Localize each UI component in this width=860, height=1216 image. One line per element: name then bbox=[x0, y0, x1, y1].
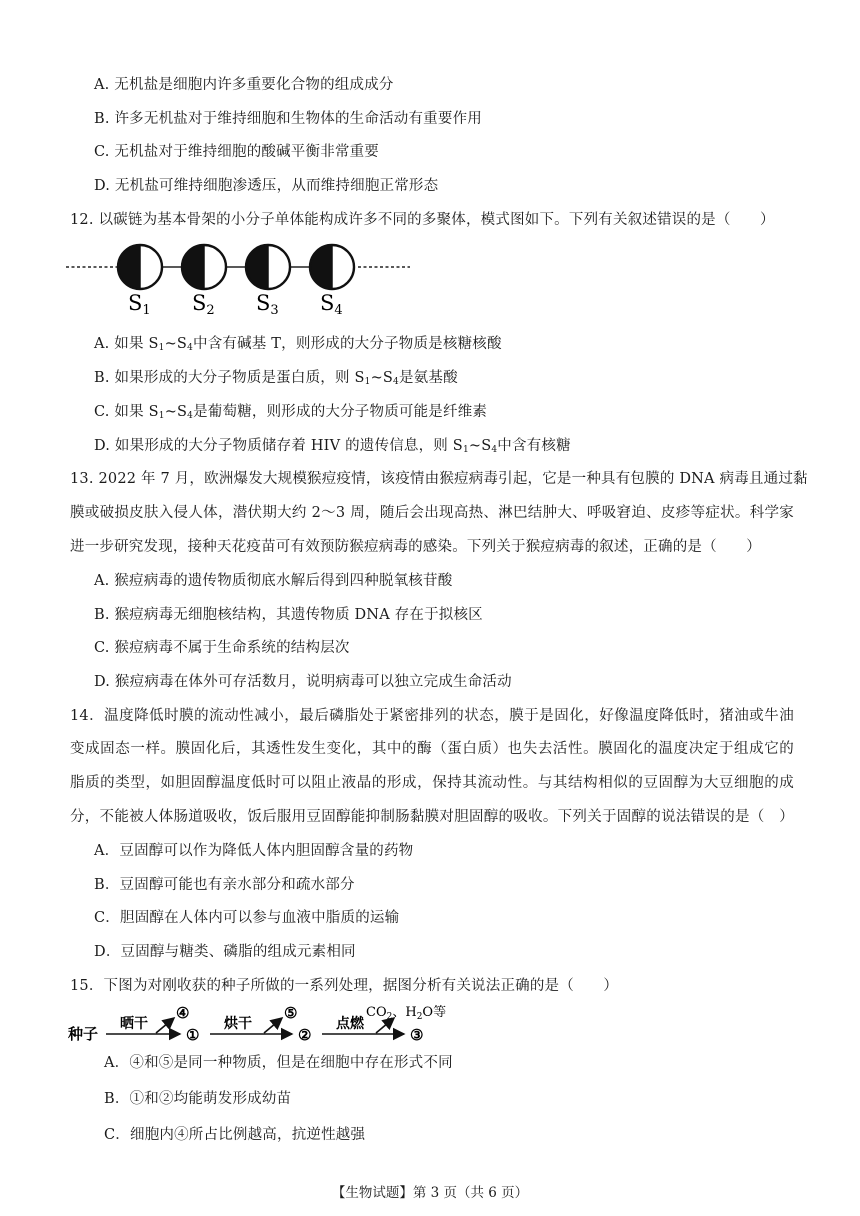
monomer-s3 bbox=[246, 245, 290, 289]
q13-stem-line-3: 进一步研究发现，接种天花疫苗可有效预防猴痘病毒的感染。下列关于猴痘病毒的叙述，正确的是（ ） bbox=[70, 539, 761, 555]
q14-option-a: A．豆固醇可以作为降低人体内胆固醇含量的药物 bbox=[94, 843, 414, 859]
product-2: ② bbox=[298, 1026, 312, 1044]
q13-option-c: C. 猴痘病毒不属于生命系统的结构层次 bbox=[94, 640, 350, 656]
q14-option-b: B．豆固醇可能也有亲水部分和疏水部分 bbox=[94, 877, 355, 893]
q13-stem-line-2: 膜或破损皮肤入侵人体，潜伏期大约 2～3 周，随后会出现高热、淋巴结肿大、呼吸窘迫、皮疹等症状。科学家 bbox=[70, 505, 794, 521]
monomer-s1 bbox=[118, 245, 162, 289]
monomer-s4 bbox=[310, 245, 354, 289]
product-1: ① bbox=[186, 1026, 200, 1044]
q12-option-c: C. 如果 $S_1\sim S_4$是葡萄糖，则形成的大分子物质可能是纤维素 bbox=[94, 404, 488, 421]
product-5: ⑤ bbox=[284, 1004, 298, 1022]
q12-option-b: B. 如果形成的大分子物质是蛋白质，则 $S_1\sim S_4$是氨基酸 bbox=[94, 370, 458, 387]
q11-option-d: D. 无机盐可维持细胞渗透压，从而维持细胞正常形态 bbox=[94, 178, 439, 194]
gas-products: $CO_2$、$H_2O$等 bbox=[366, 1005, 447, 1022]
q14-stem-line-3: 脂质的类型，如胆固醇温度低时可以阻止液晶的形成，保持其流动性。与其结构相似的豆固醇为大豆细胞的成 bbox=[70, 775, 794, 791]
label-s1: S1 bbox=[128, 291, 151, 316]
monomer-s2 bbox=[182, 245, 226, 289]
q14-stem-line-4: 分，不能被人体肠道吸收，饭后服用豆固醇能抑制肠黏膜对胆固醇的吸收。下列关于固醇的说法错误的是（ ） bbox=[70, 809, 794, 825]
q15-stem: 15．下图为对刚收获的种子所做的一系列处理，据图分析有关说法正确的是（ ） bbox=[70, 978, 619, 994]
q13-stem-line-1: 13. 2022 年 7 月，欧洲爆发大规模猴痘疫情，该疫情由猴痘病毒引起，它是一种具有包膜的 DNA 病毒且通过黏 bbox=[70, 471, 808, 487]
q13-option-b: B. 猴痘病毒无细胞核结构，其遗传物质 DNA 存在于拟核区 bbox=[94, 607, 483, 623]
q11-option-b: B. 许多无机盐对于维持细胞和生物体的生命活动有重要作用 bbox=[94, 111, 482, 127]
monomer-chain-diagram bbox=[60, 242, 420, 316]
page-footer: 【生物试题】第 3 页（共 6 页） bbox=[331, 1185, 529, 1201]
q14-stem-line-1: 14．温度降低时膜的流动性减小，最后磷脂处于紧密排列的状态，膜于是固化，好像温度降低时，猪油或牛油 bbox=[70, 708, 794, 724]
product-4: ④ bbox=[176, 1004, 190, 1022]
q12-option-d: D. 如果形成的大分子物质储存着 HIV 的遗传信息，则 $S_1\sim S_4$中含有核糖 bbox=[94, 438, 571, 455]
q11-option-a: A. 无机盐是细胞内许多重要化合物的组成成分 bbox=[94, 77, 394, 93]
q13-option-a: A. 猴痘病毒的遗传物质彻底水解后得到四种脱氧核苷酸 bbox=[94, 573, 453, 589]
q15-option-a: A．④和⑤是同一种物质，但是在细胞中存在形式不同 bbox=[104, 1055, 453, 1071]
arrow-to-4 bbox=[156, 1018, 174, 1033]
step-oven-dry: 烘干 bbox=[224, 1016, 252, 1032]
seed-treatment-diagram bbox=[64, 1000, 474, 1048]
step-sun-dry: 晒干 bbox=[120, 1016, 148, 1032]
q12-option-a: A. 如果 $S_1\sim S_4$中含有碱基 T，则形成的大分子物质是核糖核酸 bbox=[94, 336, 502, 353]
label-s2: S2 bbox=[192, 291, 215, 316]
q14-option-d: D．豆固醇与糖类、磷脂的组成元素相同 bbox=[94, 944, 356, 960]
q14-stem-line-2: 变成固态一样。膜固化后，其透性发生变化，其中的酶（蛋白质）也失去活性。膜固化的温度决定于组成它的 bbox=[70, 741, 794, 757]
seed-label: 种子 bbox=[68, 1025, 99, 1043]
q14-option-c: C．胆固醇在人体内可以参与血液中脂质的运输 bbox=[94, 910, 400, 926]
arrow-to-5 bbox=[264, 1018, 282, 1033]
q13-option-d: D. 猴痘病毒在体外可存活数月，说明病毒可以独立完成生命活动 bbox=[94, 674, 512, 690]
q15-option-c: C．细胞内④所占比例越高，抗逆性越强 bbox=[104, 1127, 366, 1143]
label-s4: S4 bbox=[320, 291, 343, 316]
step-ignite: 点燃 bbox=[336, 1016, 364, 1032]
product-3: ③ bbox=[410, 1026, 424, 1044]
q12-stem: 12. 以碳链为基本骨架的小分子单体能构成许多不同的多聚体，模式图如下。下列有关叙述错误的是（ ） bbox=[70, 212, 775, 228]
q15-option-b: B．①和②均能萌发形成幼苗 bbox=[104, 1091, 292, 1107]
label-s3: S3 bbox=[256, 291, 279, 316]
q11-option-c: C. 无机盐对于维持细胞的酸碱平衡非常重要 bbox=[94, 144, 379, 160]
